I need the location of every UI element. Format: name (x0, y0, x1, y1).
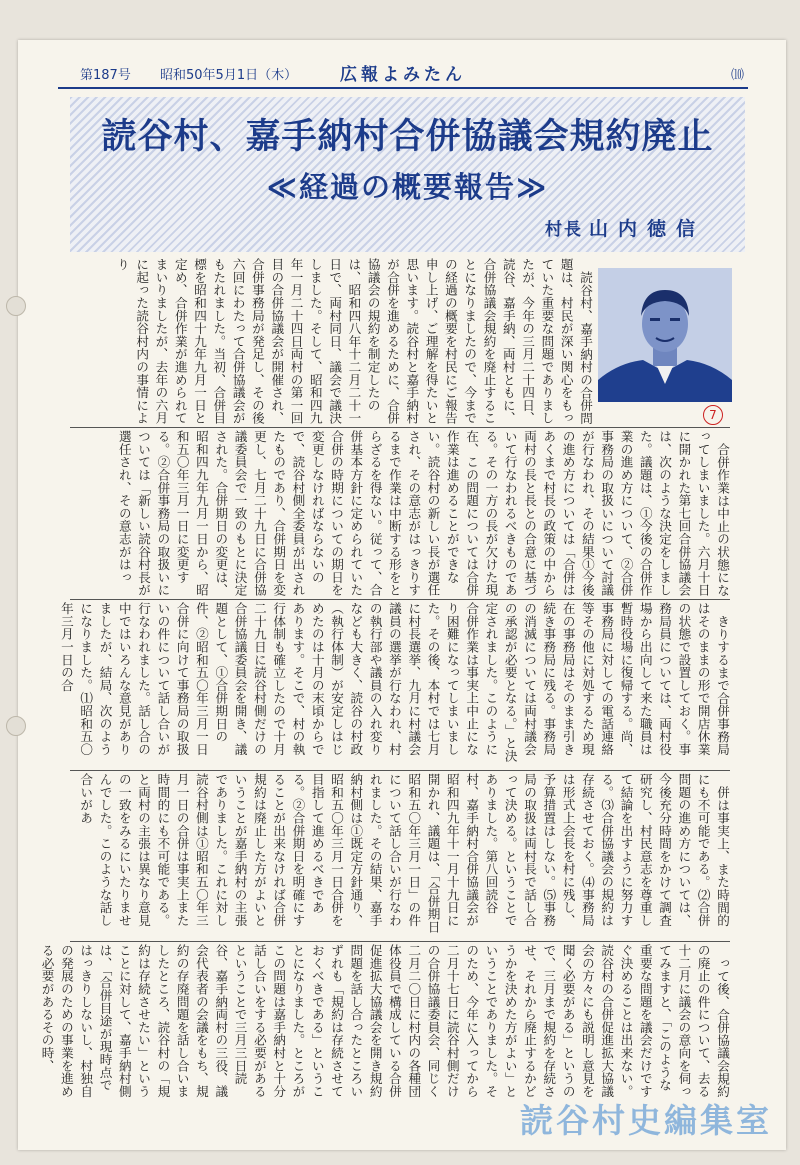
column-divider (70, 599, 730, 600)
article-body-column-2 (70, 430, 732, 597)
headline-banner (70, 97, 745, 252)
article-title: 読谷村、嘉手納村合併協議会規約廃止 (101, 117, 714, 157)
column-divider (70, 427, 730, 428)
article-body-column-5 (39, 944, 732, 1100)
paragraph: きりするまで合併事務局はそのままの形で開店休業の状態で設置しておく。事務局員については、両村役場から出向して来た職員は暫時役場に復帰する。尚、事務局に対しての電話連絡等その他に対処するため現在の事務局はそのまま引き続き事務局に残る。事務局の消滅については両村議会の承認が必要となる。」と決定されました。このように合併作業は事実上中止になり困難になってしまいました。その後、本村では七月に村長選挙、九月に村議会議員の選挙が行なわれ、村の執行部や議員の入れ変りなども大きく、読谷の村政（執行体制）が安定しはじめたのは十月の末頃からであります。そこで、村の執行体制も確立したので十月二十九日に読谷村側だけの合併協議委員会を開き、議題として、①合併期日の件、②昭和五〇年三月一日合併に向けて事務局の取扱いの件について話し合いが行なわれました。話し合の中ではいろんな意見がありましたが、結局、次のようになりました。⑴昭和五〇年三月一日の合 (58, 602, 730, 763)
paragraph: 読谷村、嘉手納村の合併問題は、村民が深い関心をもっていた重要な問題でありましたが、今年の三月二十四日、読谷、嘉手納、両村ともに、合併協議会規約を廃止することになりましたので、今までの経過の概要を村民にご報告申し上げ、ご理解を得たいと思います。読谷村と嘉手納村が合併を進めるために、合併協議会の規約を制定したのは、昭和四八年十二月二十一日で、両村同日、議会で議決しました。そして、昭和四九年一月二十四日両村の第一回目の合併協議会が開催され、合併事務局が発足し、その後六回にわたって合併協議会がもたれました。当初、合併目標を昭和四十九年九月一日と定め、合併作業が進められてまいりましたが、去年の六月に起った読谷村内の事情により (114, 258, 593, 425)
portrait-silhouette-icon (598, 268, 732, 402)
article-body-column-3 (58, 602, 732, 768)
issue-date: 昭和50年5月1日（木） (160, 68, 298, 83)
page-header (58, 57, 748, 89)
paragraph: って後、合併協議会規約の廃止の件について、去る十二月に議会の意向を伺ってみますと、「このような重要な問題を議会だけですぐ決めることは出来ない。読谷村の合併促進拡大協議会の方々にも説明し意見を聞く必要がある」というので、三月まで規約を存続させ、それから廃止するかどうかを決めた方がよい」ということでありました。そのため、今年に入ってから二月十七日に読谷村側だけの合併協議委員会、同じく二月二〇日に村内の各種団体役員で構成している合併促進拡大協議会を開き規約問題を話し合ったところいずれも「規約は存続させておくべきである」ということになりました。ところがこの問題は嘉手納村と十分話し合いをする必要があるということで三月三日読谷、嘉手納両村の三役、議会代表者の会議をもち、規約の存廃問題を話し合いましたところ、読谷村の「規約は存続させたい」ということに対して、嘉手納村側は、「合併目途が現時点ではっきりしないし、村独自の発展のための事業を進める必要があるその時、 (39, 944, 730, 1098)
author-portrait-photo (598, 268, 732, 402)
newspaper-name: 広報よみたん (340, 65, 466, 85)
author-role: 村長 (544, 220, 583, 240)
column-divider (70, 941, 730, 942)
binder-hole-icon (6, 716, 26, 736)
archive-watermark: 読谷村史編集室 (520, 1101, 772, 1140)
article-body-column-1 (70, 258, 595, 425)
author-name: 山内徳信 (588, 218, 705, 240)
paragraph: 合併作業は中止の状態になってしまいました。六月十日に開かれた第七回合併協議会は、次のような決定をしました。議題は、①今後の合併作業の進め方について、②合併事務局の取扱いについて討議が行なわれ、その結果①今後の進め方については「合併はあくまで村長の政策の中から両村の長と長との合意に基づいて行なわれるべきものである。その一方の長が欠けた現在、この問題については合併作業は進めることができない。読谷村の新しい長が選任され、その意志がはっきりするまで作業は中断する形をとらざるを得ない。従って、合併基本方針に定められていた合併の時期についての期日を変更しなければならないので、読谷村側全委員が出されたものであり、合併期日を変更し、七月二十九日に合併協議委員会で一致のもとに決定された。合併期日の変更は、昭和四九年九月一日から、昭和五〇年三月一日に変更する。②合併事務局の取扱いについては「新しい読谷村長が選任され、その意志がはっ (116, 430, 730, 597)
article-body-column-4 (70, 773, 732, 939)
handwritten-mark: 7 (703, 405, 723, 425)
article-subtitle: ≪経過の概要報告≫ (266, 170, 549, 204)
column-divider (70, 770, 730, 771)
page-number: ⑽ (730, 68, 744, 83)
binder-hole-icon (6, 296, 26, 316)
byline (545, 214, 705, 241)
paragraph: 併は事実上、また時間的にも不可能である。⑵合併問題の進め方については、今後充分時間をかけて調査研究し、村民意志を尊重して結論を出すように努力する。⑶合併協議会の規約は存続させておく。⑷事務局は形式上会長を村に残し、予算措置はしない。⑸事務局の取扱は両村長で話し合って決める。ということでありました。第八回読谷村、嘉手納村合併協議会が昭和四九年十一月十九日に開かれ、議題は、「合併期日昭和五〇年三月一日」の件について話し合いが行なわれました。その結果、嘉手納村側は①既定方針通り、昭和五〇年三月一日合併を目指して進めるべきである。②合併期日を明確にすることが出来なければ合併規約は廃止した方がよいということが嘉手納村の主張でありました。これに対し読谷村側は①昭和五〇年三月一日の合併は事実上また時間的にも不可能である。と両村の主張は異なり意見の一致をみるにいたりませんでした。このような話し合いがあ (78, 773, 730, 934)
issue-number: 第187号 (80, 68, 131, 83)
